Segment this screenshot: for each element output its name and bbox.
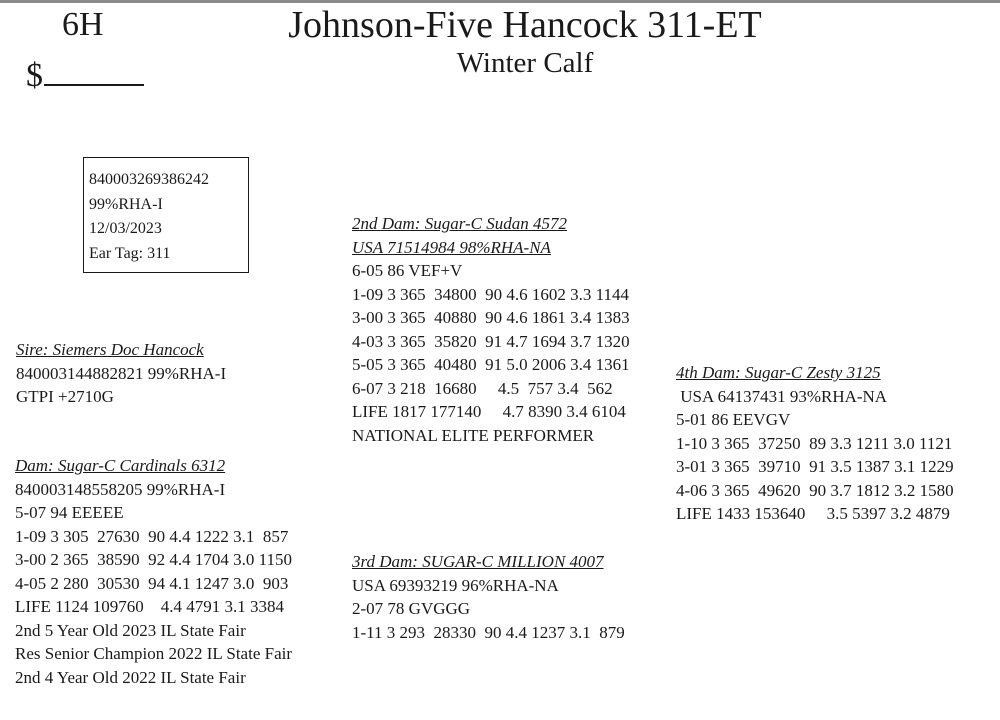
dam-line: 1-09 3 305 27630 90 4.4 1222 3.1 857 bbox=[15, 526, 289, 546]
second-dam-heading: 2nd Dam: Sugar-C Sudan 4572 bbox=[352, 214, 567, 233]
top-border-line bbox=[0, 0, 1000, 3]
sire-section bbox=[16, 338, 226, 409]
dam-line: LIFE 1124 109760 4.4 4791 3.1 3384 bbox=[15, 597, 285, 616]
animal-birth-date: 12/03/2023 bbox=[89, 220, 162, 237]
dam-section bbox=[15, 454, 292, 689]
dam-line: 2nd 4 Year Old 2022 IL State Fair bbox=[15, 667, 246, 687]
animal-id: 840003269386242 bbox=[89, 171, 209, 188]
third-dam-line: 1-11 3 293 28330 90 4.4 1237 3.1 879 bbox=[352, 622, 625, 642]
fourth-dam-line: LIFE 1433 153640 3.5 5397 3.2 4879 bbox=[676, 504, 950, 523]
dam-line: 4-05 2 280 30530 94 4.1 1247 3.0 903 bbox=[15, 573, 289, 593]
third-dam-section bbox=[352, 550, 625, 644]
second-dam-line: LIFE 1817 177140 4.7 8390 3.4 6104 bbox=[352, 402, 626, 421]
dam-line: 2nd 5 Year Old 2023 IL State Fair bbox=[15, 620, 246, 640]
fourth-dam-line: 3-01 3 365 39710 91 3.5 1387 3.1 1229 bbox=[676, 457, 954, 476]
sire-line: GTPI +2710G bbox=[16, 387, 114, 406]
third-dam-heading: 3rd Dam: SUGAR-C MILLION 4007 bbox=[352, 552, 604, 571]
sire-line: 840003144882821 99%RHA-I bbox=[16, 363, 227, 383]
sire-heading: Sire: Siemers Doc Hancock bbox=[16, 340, 204, 359]
lot-number: 6H bbox=[62, 6, 104, 43]
animal-breed: 99%RHA-I bbox=[89, 195, 163, 213]
dam-heading: Dam: Sugar-C Cardinals 6312 bbox=[15, 456, 226, 475]
page-subtitle: Winter Calf bbox=[456, 47, 594, 79]
fourth-dam-heading: 4th Dam: Sugar-C Zesty 3125 bbox=[676, 363, 881, 382]
dam-line: 5-07 94 EEEEE bbox=[15, 503, 124, 522]
second-dam-registration: USA 71514984 98%RHA-NA bbox=[352, 237, 551, 257]
second-dam-line: 4-03 3 365 35820 91 4.7 1694 3.7 1320 bbox=[352, 331, 630, 351]
fourth-dam-section bbox=[676, 361, 954, 526]
fourth-dam-line: 5-01 86 EEVGV bbox=[676, 410, 791, 429]
second-dam-line: 6-07 3 218 16680 4.5 757 3.4 562 bbox=[352, 378, 613, 398]
second-dam-line: 6-05 86 VEF+V bbox=[352, 261, 463, 280]
price-prefix: $ bbox=[26, 57, 43, 94]
second-dam-line: NATIONAL ELITE PERFORMER bbox=[352, 425, 595, 445]
second-dam-line: 1-09 3 365 34800 90 4.6 1602 3.3 1144 bbox=[352, 284, 630, 304]
fourth-dam-line: 1-10 3 365 37250 89 3.3 1211 3.0 1121 bbox=[676, 433, 953, 453]
third-dam-line: USA 69393219 96%RHA-NA bbox=[352, 575, 559, 595]
second-dam-line: 5-05 3 365 40480 91 5.0 2006 3.4 1361 bbox=[352, 355, 630, 374]
third-dam-line: 2-07 78 GVGGG bbox=[352, 599, 471, 618]
fourth-dam-line: USA 64137431 93%RHA-NA bbox=[676, 386, 888, 406]
second-dam-line: 3-00 3 365 40880 90 4.6 1861 3.4 1383 bbox=[352, 308, 630, 327]
animal-info-box bbox=[83, 157, 249, 273]
fourth-dam-line: 4-06 3 365 49620 90 3.7 1812 3.2 1580 bbox=[676, 480, 954, 500]
dam-line: 840003148558205 99%RHA-I bbox=[15, 479, 226, 499]
page-title: Johnson-Five Hancock 311-ET bbox=[288, 4, 762, 46]
second-dam-section bbox=[352, 212, 630, 447]
animal-ear-tag: Ear Tag: 311 bbox=[89, 244, 171, 262]
dam-line: Res Senior Champion 2022 IL State Fair bbox=[15, 644, 293, 663]
dam-line: 3-00 2 365 38590 92 4.4 1704 3.0 1150 bbox=[15, 550, 293, 569]
